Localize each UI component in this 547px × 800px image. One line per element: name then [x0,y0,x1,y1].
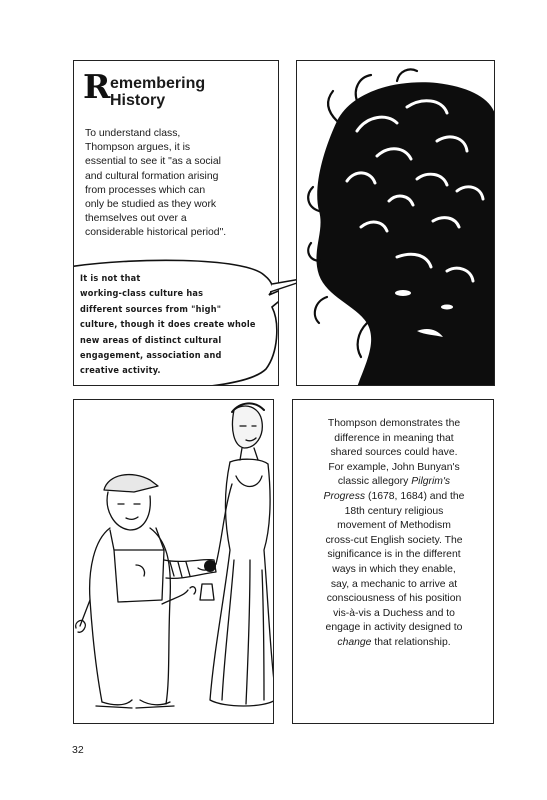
emphasis-word: change [337,636,372,648]
text-line: 18th century religious [344,505,444,517]
intro-line: themselves out over a [85,213,187,225]
intro-line: To understand class, [85,128,181,139]
intro-line: only be studied as they work [85,199,217,211]
intro-line: considerable historical period". [85,227,227,239]
heading-drop-cap: R [83,67,111,106]
text-line: Thompson demonstrates the [327,418,461,429]
portrait-illustration-panel [296,60,495,386]
heading-line-2: History [110,92,166,109]
text-line: shared sources could have. [330,447,458,459]
intro-line: from processes which can [85,184,206,196]
bubble-line: engagement, association and [80,351,222,362]
explanation-paragraph [299,417,489,651]
heading-line-1: emembering [110,75,206,92]
intro-line: Thompson argues, it is [85,142,191,154]
text-line: vis-à-vis a Duchess and to [333,607,455,619]
text-line: engage in activity designed to [325,622,463,634]
intro-line: essential to see it "as a social [85,156,221,168]
book-title: Progress [323,490,366,502]
bubble-line: culture, though it does create whole [80,320,256,331]
mechanic-duchess-illustration-panel [73,399,274,724]
thompson-portrait-drawing [297,61,495,386]
text-line: cross-cut English society. The [325,534,463,546]
speech-bubble-text [80,272,279,380]
text-line: significance is in the different [327,549,461,561]
bubble-line: new areas of distinct cultural [80,335,222,346]
mechanic-and-duchess-drawing [74,400,274,724]
bubble-line: different sources from "high" [80,304,222,315]
intro-line: and cultural formation arising [85,170,219,182]
text-line: (1678, 1684) and the [367,490,465,502]
text-panel-thompson-demonstrates [292,399,494,724]
book-title: Pilgrim's [411,476,451,488]
bubble-line: working-class culture has [80,289,204,300]
page-number: 32 [72,744,84,756]
text-line: that relationship. [374,636,451,648]
text-line: consciousness of his position [326,593,462,605]
text-line: ways in which they enable, [332,563,456,575]
text-line: say, a mechanic to arrive at [330,578,458,590]
text-panel-remembering-history [73,60,279,386]
bubble-line: creative activity. [80,366,161,377]
bubble-line: It is not that [80,274,141,284]
text-line: For example, John Bunyan's [328,461,460,473]
text-line: difference in meaning that [334,432,454,444]
text-line: classic allegory [337,476,409,488]
text-line: movement of Methodism [337,520,451,532]
